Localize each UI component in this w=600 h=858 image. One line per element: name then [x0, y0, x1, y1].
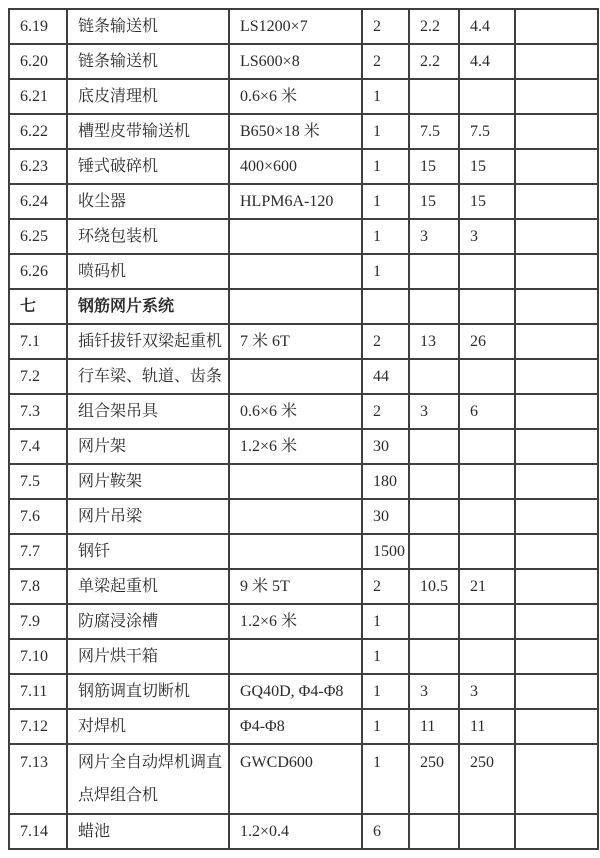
cell-spec — [229, 499, 362, 534]
cell-spec: HLPM6A-120 — [229, 184, 362, 219]
cell-name: 单梁起重机 — [67, 569, 229, 604]
cell-spec: 1.2×0.4 — [229, 814, 362, 849]
cell-total_power — [459, 639, 515, 674]
cell-unit_power — [409, 464, 459, 499]
cell-spec: LS1200×7 — [229, 9, 362, 44]
cell-qty: 2 — [362, 9, 409, 44]
cell-qty: 1 — [362, 219, 409, 254]
cell-spec: 400×600 — [229, 149, 362, 184]
cell-remark — [515, 569, 598, 604]
cell-no: 6.25 — [9, 219, 67, 254]
cell-remark — [515, 709, 598, 744]
equipment-table-body — [9, 9, 598, 849]
document-page — [8, 8, 599, 850]
cell-qty: 1 — [362, 149, 409, 184]
equipment-row — [9, 9, 598, 44]
cell-name: 蜡池 — [67, 814, 229, 849]
equipment-row — [9, 149, 598, 184]
cell-spec — [229, 534, 362, 569]
cell-unit_power — [409, 814, 459, 849]
cell-name: 对焊机 — [67, 709, 229, 744]
cell-unit_power: 15 — [409, 149, 459, 184]
cell-remark — [515, 9, 598, 44]
equipment-row — [9, 184, 598, 219]
cell-remark — [515, 394, 598, 429]
equipment-row — [9, 499, 598, 534]
cell-spec: GWCD600 — [229, 744, 362, 814]
cell-unit_power — [409, 254, 459, 289]
cell-remark — [515, 254, 598, 289]
equipment-row — [9, 324, 598, 359]
cell-name: 收尘器 — [67, 184, 229, 219]
equipment-row — [9, 464, 598, 499]
cell-name: 钢钎 — [67, 534, 229, 569]
cell-qty: 2 — [362, 569, 409, 604]
section-header-row — [9, 289, 598, 324]
cell-qty: 30 — [362, 429, 409, 464]
cell-no: 6.26 — [9, 254, 67, 289]
cell-name: 底皮清理机 — [67, 79, 229, 114]
equipment-row — [9, 254, 598, 289]
cell-name: 插钎拔钎双梁起重机 — [67, 324, 229, 359]
cell-total_power: 3 — [459, 219, 515, 254]
cell-qty: 1 — [362, 184, 409, 219]
equipment-row — [9, 79, 598, 114]
cell-no: 6.24 — [9, 184, 67, 219]
cell-unit_power — [409, 359, 459, 394]
cell-qty: 1 — [362, 674, 409, 709]
cell-remark — [515, 674, 598, 709]
cell-remark — [515, 639, 598, 674]
cell-spec: 9 米 5T — [229, 569, 362, 604]
cell-name: 网片全自动焊机调直点焊组合机 — [67, 744, 229, 814]
cell-no: 6.19 — [9, 9, 67, 44]
cell-no: 7.5 — [9, 464, 67, 499]
cell-remark — [515, 44, 598, 79]
cell-total_power: 7.5 — [459, 114, 515, 149]
equipment-row — [9, 569, 598, 604]
equipment-table — [8, 8, 599, 850]
cell-no: 7.8 — [9, 569, 67, 604]
cell-unit_power — [409, 639, 459, 674]
cell-total_power — [459, 359, 515, 394]
cell-name: 环绕包装机 — [67, 219, 229, 254]
cell-no: 6.20 — [9, 44, 67, 79]
cell-spec — [229, 359, 362, 394]
cell-unit_power: 3 — [409, 219, 459, 254]
cell-spec: GQ40D, Φ4-Φ8 — [229, 674, 362, 709]
cell-no: 7.12 — [9, 709, 67, 744]
cell-name: 钢筋调直切断机 — [67, 674, 229, 709]
cell-name: 网片烘干箱 — [67, 639, 229, 674]
cell-unit_power: 3 — [409, 674, 459, 709]
cell-spec: 0.6×6 米 — [229, 394, 362, 429]
cell-total_power: 15 — [459, 184, 515, 219]
cell-no: 6.22 — [9, 114, 67, 149]
cell-spec — [229, 639, 362, 674]
cell-no: 7.9 — [9, 604, 67, 639]
cell-unit_power: 2.2 — [409, 9, 459, 44]
cell-total_power — [459, 534, 515, 569]
cell-no: 7.4 — [9, 429, 67, 464]
cell-spec — [229, 219, 362, 254]
cell-remark — [515, 534, 598, 569]
cell-no: 七 — [9, 289, 67, 324]
cell-qty: 6 — [362, 814, 409, 849]
cell-spec: LS600×8 — [229, 44, 362, 79]
cell-qty — [362, 289, 409, 324]
cell-unit_power — [409, 289, 459, 324]
cell-total_power: 3 — [459, 674, 515, 709]
cell-total_power: 4.4 — [459, 44, 515, 79]
cell-spec — [229, 289, 362, 324]
cell-total_power — [459, 464, 515, 499]
cell-total_power: 250 — [459, 744, 515, 814]
cell-remark — [515, 324, 598, 359]
cell-unit_power: 7.5 — [409, 114, 459, 149]
cell-unit_power: 2.2 — [409, 44, 459, 79]
cell-total_power — [459, 604, 515, 639]
cell-unit_power — [409, 79, 459, 114]
cell-qty: 30 — [362, 499, 409, 534]
cell-no: 7.1 — [9, 324, 67, 359]
cell-unit_power: 11 — [409, 709, 459, 744]
cell-remark — [515, 499, 598, 534]
cell-qty: 1500 — [362, 534, 409, 569]
cell-total_power — [459, 79, 515, 114]
cell-remark — [515, 429, 598, 464]
cell-no: 7.7 — [9, 534, 67, 569]
equipment-row — [9, 639, 598, 674]
cell-no: 7.14 — [9, 814, 67, 849]
cell-remark — [515, 604, 598, 639]
cell-no: 7.10 — [9, 639, 67, 674]
equipment-row — [9, 44, 598, 79]
cell-name: 防腐浸涂槽 — [67, 604, 229, 639]
cell-qty: 1 — [362, 604, 409, 639]
cell-name: 组合架吊具 — [67, 394, 229, 429]
cell-remark — [515, 114, 598, 149]
cell-no: 7.2 — [9, 359, 67, 394]
cell-no: 7.6 — [9, 499, 67, 534]
cell-spec: 0.6×6 米 — [229, 79, 362, 114]
cell-unit_power: 250 — [409, 744, 459, 814]
equipment-row — [9, 534, 598, 569]
cell-no: 7.3 — [9, 394, 67, 429]
cell-qty: 2 — [362, 394, 409, 429]
cell-remark — [515, 149, 598, 184]
cell-total_power — [459, 254, 515, 289]
cell-unit_power: 13 — [409, 324, 459, 359]
cell-name: 链条输送机 — [67, 44, 229, 79]
cell-name: 网片鞍架 — [67, 464, 229, 499]
cell-total_power — [459, 289, 515, 324]
cell-name: 网片架 — [67, 429, 229, 464]
cell-qty: 2 — [362, 44, 409, 79]
cell-total_power: 26 — [459, 324, 515, 359]
cell-qty: 1 — [362, 709, 409, 744]
equipment-row — [9, 814, 598, 849]
cell-remark — [515, 814, 598, 849]
equipment-row — [9, 219, 598, 254]
cell-total_power: 4.4 — [459, 9, 515, 44]
cell-unit_power: 15 — [409, 184, 459, 219]
cell-no: 7.11 — [9, 674, 67, 709]
cell-total_power — [459, 499, 515, 534]
cell-remark — [515, 289, 598, 324]
cell-remark — [515, 744, 598, 814]
cell-remark — [515, 219, 598, 254]
cell-qty: 44 — [362, 359, 409, 394]
cell-spec — [229, 464, 362, 499]
cell-no: 6.21 — [9, 79, 67, 114]
cell-qty: 1 — [362, 79, 409, 114]
cell-total_power: 21 — [459, 569, 515, 604]
cell-name: 槽型皮带输送机 — [67, 114, 229, 149]
cell-name: 链条输送机 — [67, 9, 229, 44]
cell-spec — [229, 254, 362, 289]
cell-spec: 7 米 6T — [229, 324, 362, 359]
equipment-row — [9, 744, 598, 814]
cell-spec: 1.2×6 米 — [229, 429, 362, 464]
cell-spec: B650×18 米 — [229, 114, 362, 149]
cell-total_power: 6 — [459, 394, 515, 429]
cell-qty: 1 — [362, 254, 409, 289]
equipment-row — [9, 114, 598, 149]
equipment-row — [9, 394, 598, 429]
cell-spec: Φ4-Φ8 — [229, 709, 362, 744]
cell-name: 行车梁、轨道、齿条 — [67, 359, 229, 394]
cell-name: 钢筋网片系统 — [67, 289, 229, 324]
cell-total_power — [459, 429, 515, 464]
cell-unit_power: 3 — [409, 394, 459, 429]
equipment-row — [9, 429, 598, 464]
cell-qty: 1 — [362, 744, 409, 814]
cell-name: 喷码机 — [67, 254, 229, 289]
cell-remark — [515, 464, 598, 499]
cell-total_power: 15 — [459, 149, 515, 184]
equipment-row — [9, 604, 598, 639]
equipment-row — [9, 709, 598, 744]
cell-unit_power — [409, 429, 459, 464]
cell-unit_power — [409, 604, 459, 639]
cell-qty: 180 — [362, 464, 409, 499]
cell-total_power — [459, 814, 515, 849]
cell-qty: 1 — [362, 114, 409, 149]
cell-spec: 1.2×6 米 — [229, 604, 362, 639]
cell-unit_power: 10.5 — [409, 569, 459, 604]
cell-unit_power — [409, 534, 459, 569]
cell-no: 7.13 — [9, 744, 67, 814]
equipment-row — [9, 674, 598, 709]
cell-name: 锤式破碎机 — [67, 149, 229, 184]
cell-remark — [515, 79, 598, 114]
equipment-row — [9, 359, 598, 394]
cell-no: 6.23 — [9, 149, 67, 184]
cell-qty: 2 — [362, 324, 409, 359]
cell-remark — [515, 184, 598, 219]
cell-unit_power — [409, 499, 459, 534]
cell-total_power: 11 — [459, 709, 515, 744]
cell-name: 网片吊梁 — [67, 499, 229, 534]
cell-qty: 1 — [362, 639, 409, 674]
cell-remark — [515, 359, 598, 394]
